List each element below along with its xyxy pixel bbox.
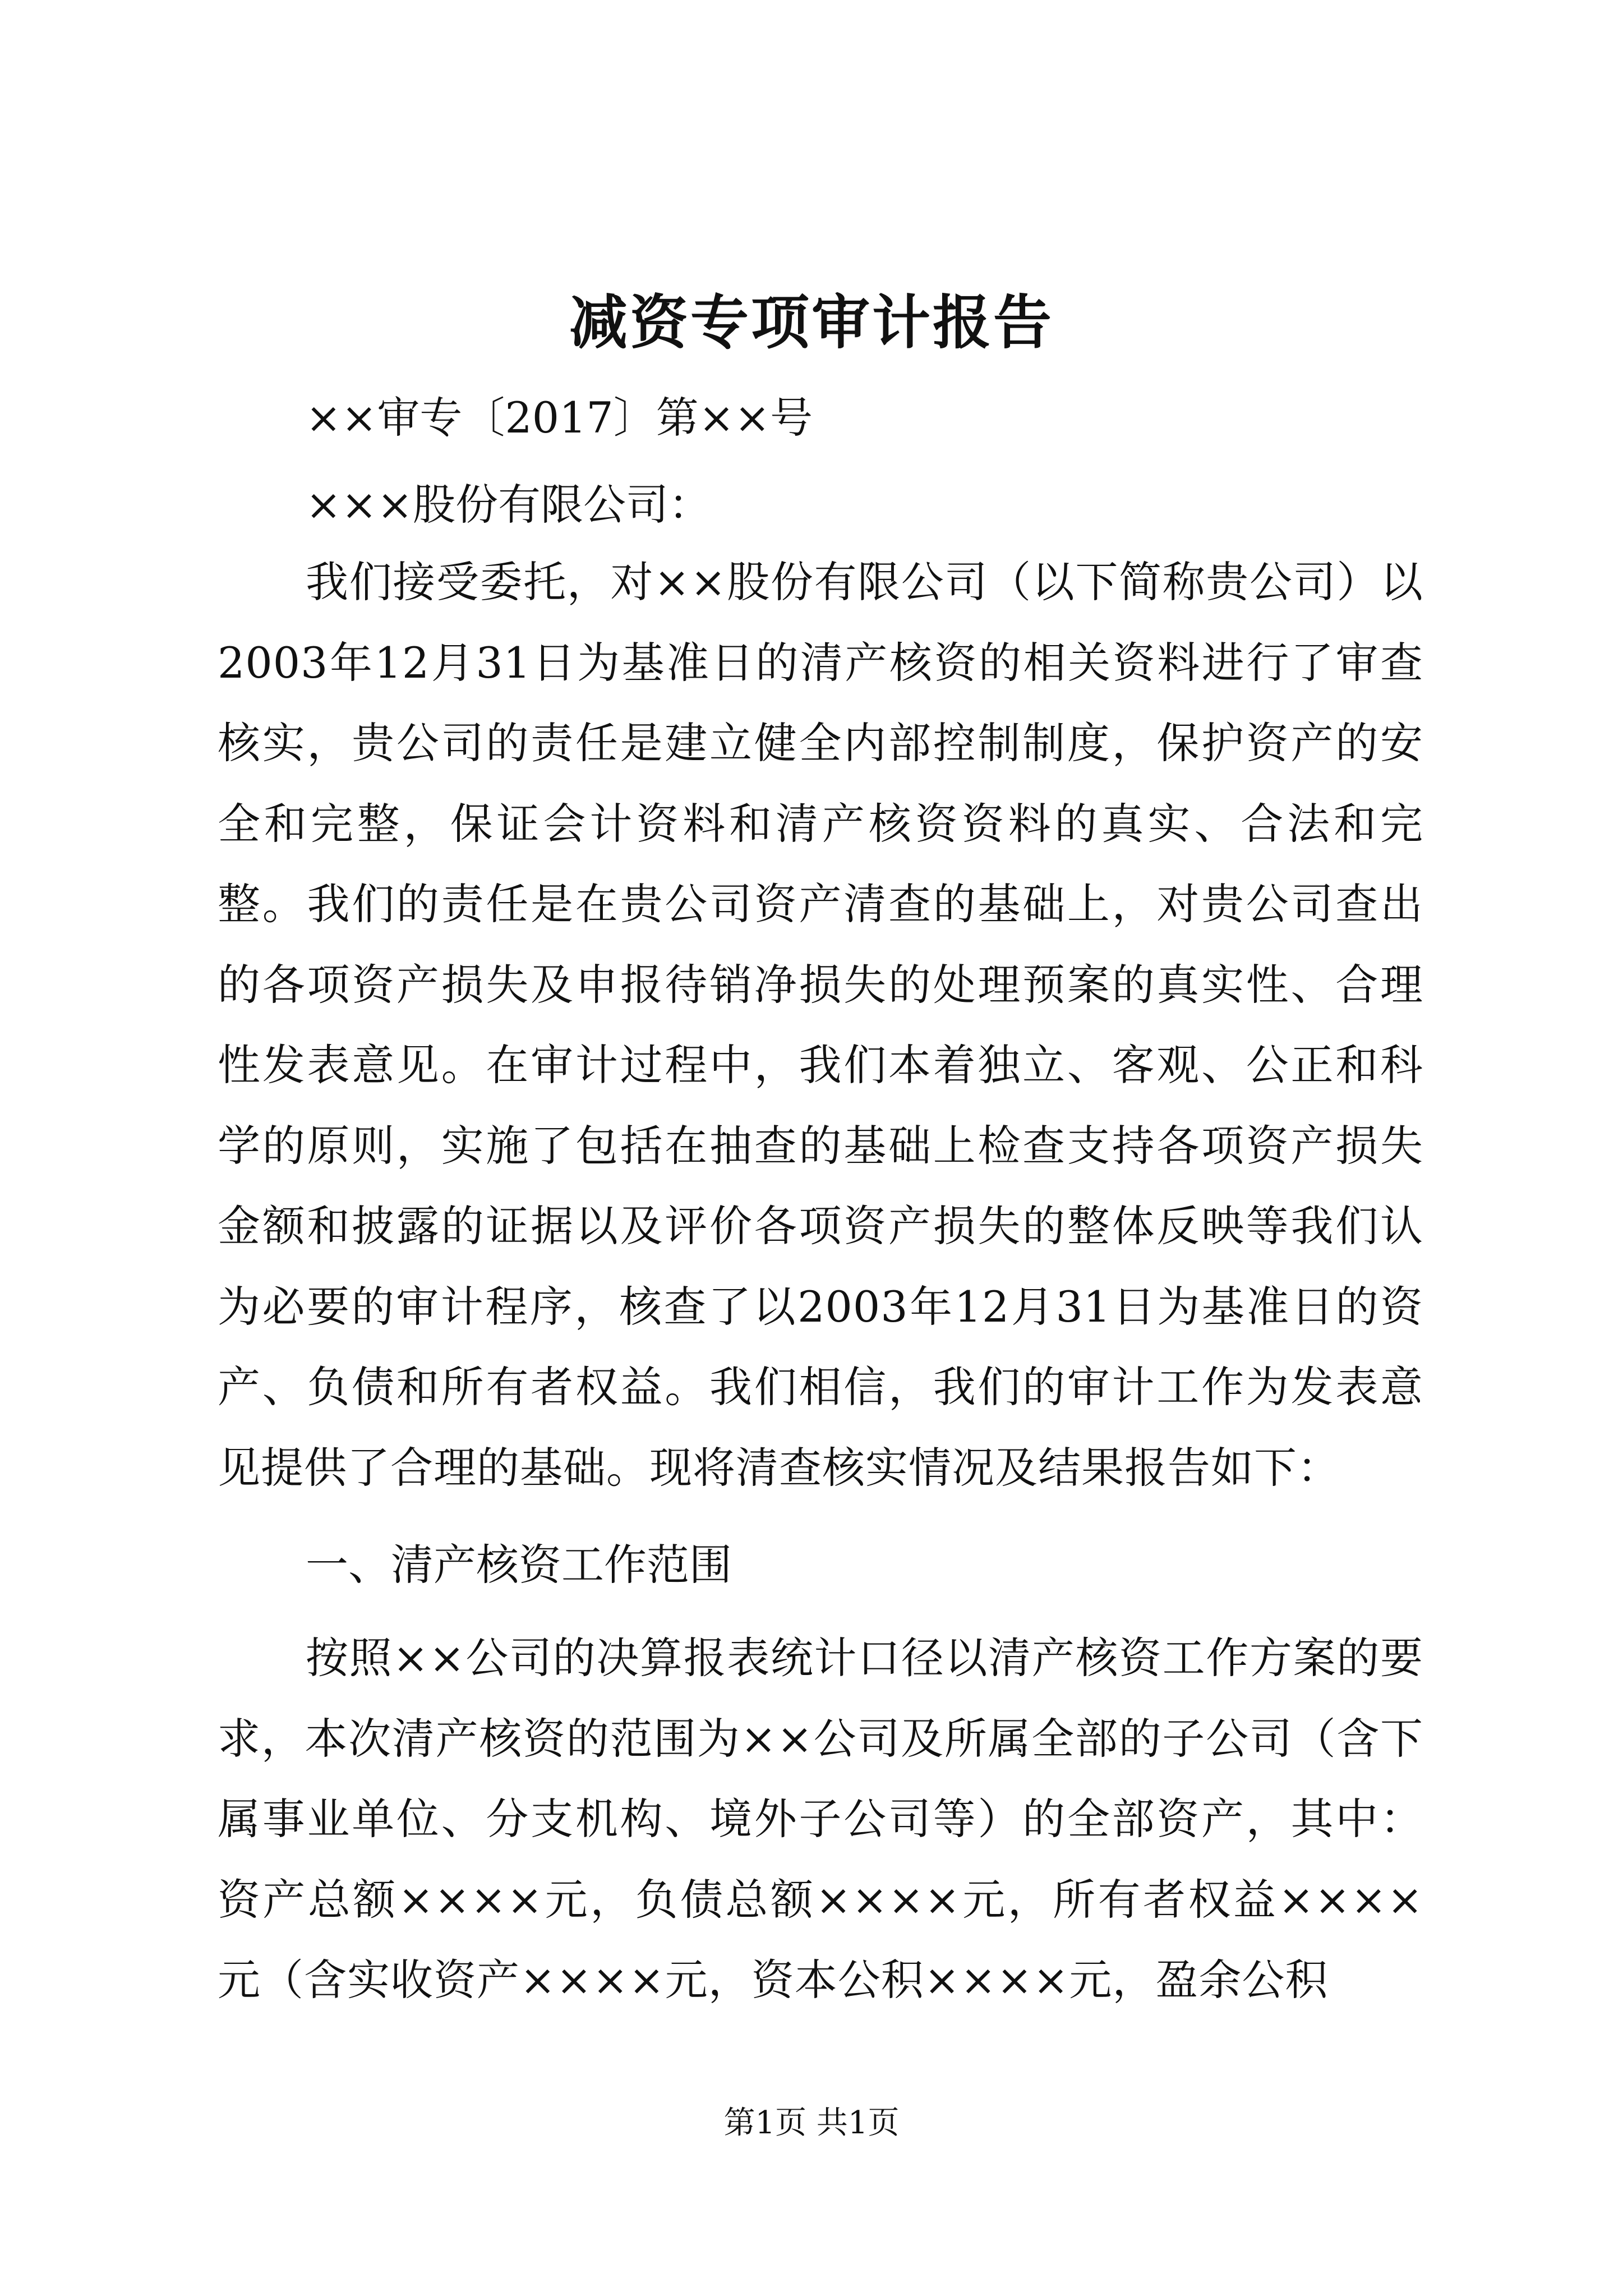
body-paragraph-scope: 按照××公司的决算报表统计口径以清产核资工作方案的要求，本次清产核资的范围为××公司及所属全部的子公司（含下属事业单位、分支机构、境外子公司等）的全部资产，其中：资产总额××××元，负债总额××××元，所有者权益××××元（含实收资产××××元，资本公积××××元，盈余公积 [218, 1633, 1423, 2005]
body-paragraph-intro: 我们接受委托，对××股份有限公司（以下简称贵公司）以2003年12月31日为基准日的清产核资的相关资料进行了审查核实，贵公司的责任是建立健全内部控制制度，保护资产的安全和完整，保证会计资料和清产核资资料的真实、合法和完整。我们的责任是在贵公司资产清查的基础上，对贵公司查出的各项资产损失及申报待销净损失的处理预案的真实性、合理性发表意见。在审计过程中，我们本着独立、客观、公正和科学的原则，实施了包括在抽查的基础上检查支持各项资产损失金额和披露的证据以及评价各项资产损失的整体反映等我们认为必要的审计程序，核查了以2003年12月31日为基准日的资产、负债和所有者权益。我们相信，我们的审计工作为发表意见提供了合理的基础。现将清查核实情况及结果报告如下： [218, 557, 1423, 1493]
document-number: ××审专〔2017〕第××号 [306, 393, 813, 443]
addressee-line: ×××股份有限公司： [306, 480, 712, 530]
page-footer: 第1页 共1页 [723, 2105, 900, 2141]
document-title: 减资专项审计报告 [569, 288, 1054, 357]
section-heading-scope: 一、清产核资工作范围 [306, 1540, 732, 1590]
